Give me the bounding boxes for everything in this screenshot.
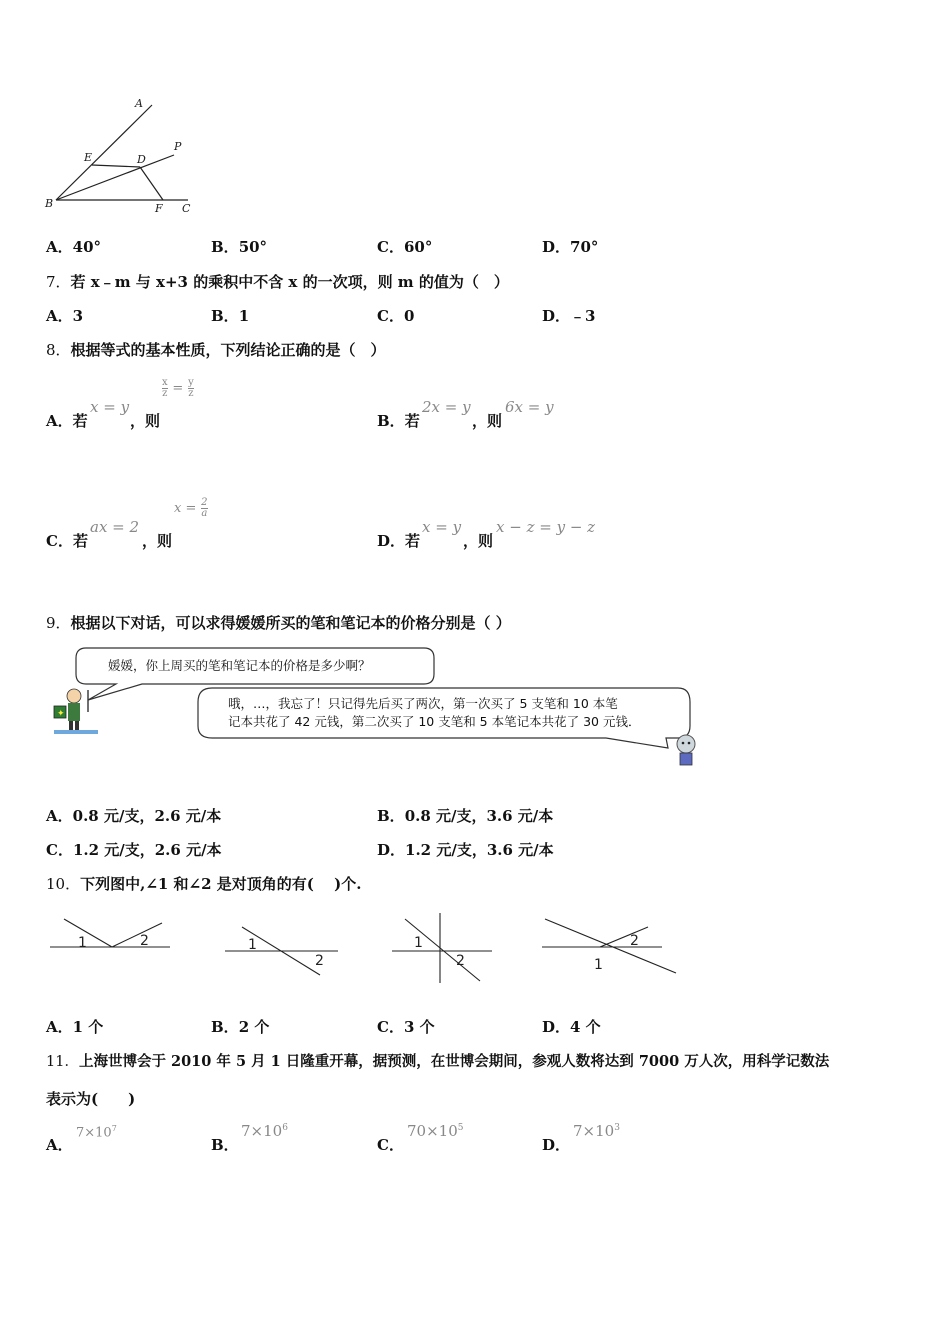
q11-option-c[interactable]: C． <box>377 1136 404 1154</box>
q7-option-c[interactable]: C．0 <box>377 307 415 325</box>
label-p: P <box>174 140 182 153</box>
q9-option-a[interactable]: A．0.8 元/支，2.6 元/本 <box>46 807 222 825</box>
q8-a-then: ，则 <box>130 412 161 430</box>
girl-figure-icon <box>54 689 98 734</box>
q11-option-b[interactable]: B． <box>211 1136 239 1154</box>
q8-d-condition: x = y <box>422 518 462 536</box>
fig1-label-1: 1 <box>78 935 87 951</box>
q9-option-d[interactable]: D．1.2 元/支，3.6 元/本 <box>377 841 554 859</box>
q8-b-condition: 2x = y <box>422 398 471 416</box>
q10-stem: 10．下列图中,∠1 和∠2 是对顶角的有( )个. <box>46 875 362 893</box>
q8-option-b[interactable]: B．若 <box>377 412 420 430</box>
q11-stem-line-1: 11．上海世博会于 2010 年 5 月 1 日隆重开幕，据预测，在世博会期间，参观人数将达到 7000 万人次，用科学记数法 <box>46 1053 830 1070</box>
angle-figure <box>40 95 200 220</box>
q10-option-c[interactable]: C．3 个 <box>377 1018 435 1036</box>
q7-option-b[interactable]: B．1 <box>211 307 250 325</box>
q8-option-a[interactable]: A．若 <box>46 412 88 430</box>
bubble-2-line-2: 记本共花了 42 元钱，第二次买了 10 支笔和 5 本笔记本共花了 30 元钱． <box>228 714 641 729</box>
q11-a-value: $7\times 10^7$ <box>76 1124 117 1141</box>
q7-option-d[interactable]: D．﹣3 <box>542 307 596 325</box>
label-c: C <box>182 202 191 215</box>
q11-b-value: $7\times 10^6$ <box>241 1122 288 1140</box>
fig3-label-2: 2 <box>456 953 465 969</box>
label-a: A <box>135 97 143 110</box>
fig2-label-1: 1 <box>248 937 257 953</box>
q11-stem-line-2: 表示为( ) <box>46 1090 136 1108</box>
q8-option-c[interactable]: C．若 <box>46 532 88 550</box>
label-e: E <box>84 151 93 164</box>
q11-d-value: $7\times 10^3$ <box>573 1122 620 1140</box>
bubble-1-text: 媛媛，你上周买的笔和笔记本的价格是多少啊？ <box>108 658 371 673</box>
q8-d-conclusion: x − z = y − z <box>496 518 596 536</box>
q6-option-c[interactable]: C．60° <box>377 238 433 256</box>
q8-c-condition: ax = 2 <box>90 518 140 536</box>
bubble-2-line-1: 哦，…，我忘了！只记得先后买了两次，第一次买了 5 支笔和 10 本笔 <box>228 696 618 711</box>
fig4-label-2: 2 <box>630 933 639 949</box>
q11-option-a[interactable]: A． <box>46 1136 73 1154</box>
q8-c-then: ，则 <box>142 532 173 550</box>
q8-a-condition: x = y <box>90 398 130 416</box>
q9-option-c[interactable]: C．1.2 元/支，2.6 元/本 <box>46 841 222 859</box>
q9-stem: 9．根据以下对话，可以求得媛媛所买的笔和笔记本的价格分别是（ ） <box>46 614 511 632</box>
fig1-label-2: 2 <box>140 933 149 949</box>
q10-option-b[interactable]: B．2 个 <box>211 1018 270 1036</box>
label-b: B <box>45 197 54 210</box>
q6-option-d[interactable]: D．70° <box>542 238 599 256</box>
q6-option-b[interactable]: B．50° <box>211 238 268 256</box>
q8-b-then: ，则 <box>472 412 503 430</box>
q6-option-a[interactable]: A．40° <box>46 238 102 256</box>
label-f: F <box>155 202 163 215</box>
svg-text:✦: ✦ <box>57 709 65 719</box>
q8-d-then: ，则 <box>463 532 494 550</box>
q7-option-a[interactable]: A．3 <box>46 307 84 325</box>
q7-stem: 7．若 x﹣m 与 x+3 的乘积中不含 x 的一次项，则 m 的值为（ ） <box>46 273 509 291</box>
fig4-label-1: 1 <box>594 957 603 973</box>
q8-option-d[interactable]: D．若 <box>377 532 421 550</box>
q8-a-conclusion: $\frac{x}{z}$ = $\frac{y}{z}$ <box>162 377 194 399</box>
q8-stem: 8．根据等式的基本性质，下列结论正确的是（ ） <box>46 341 386 359</box>
fig3-label-1: 1 <box>414 935 423 951</box>
fig2-label-2: 2 <box>315 953 324 969</box>
q8-b-conclusion: 6x = y <box>505 398 554 416</box>
q10-option-a[interactable]: A．1 个 <box>46 1018 104 1036</box>
q8-c-conclusion: x = $\frac{2}{a}$ <box>174 497 208 519</box>
angle-figures-row <box>40 905 680 985</box>
q11-c-value: $70\times 10^5$ <box>407 1122 464 1140</box>
boy-figure-icon <box>677 735 695 765</box>
q11-option-d[interactable]: D． <box>542 1136 571 1154</box>
q9-option-b[interactable]: B．0.8 元/支，3.6 元/本 <box>377 807 554 825</box>
q10-option-d[interactable]: D．4 个 <box>542 1018 601 1036</box>
label-d: D <box>137 153 146 166</box>
